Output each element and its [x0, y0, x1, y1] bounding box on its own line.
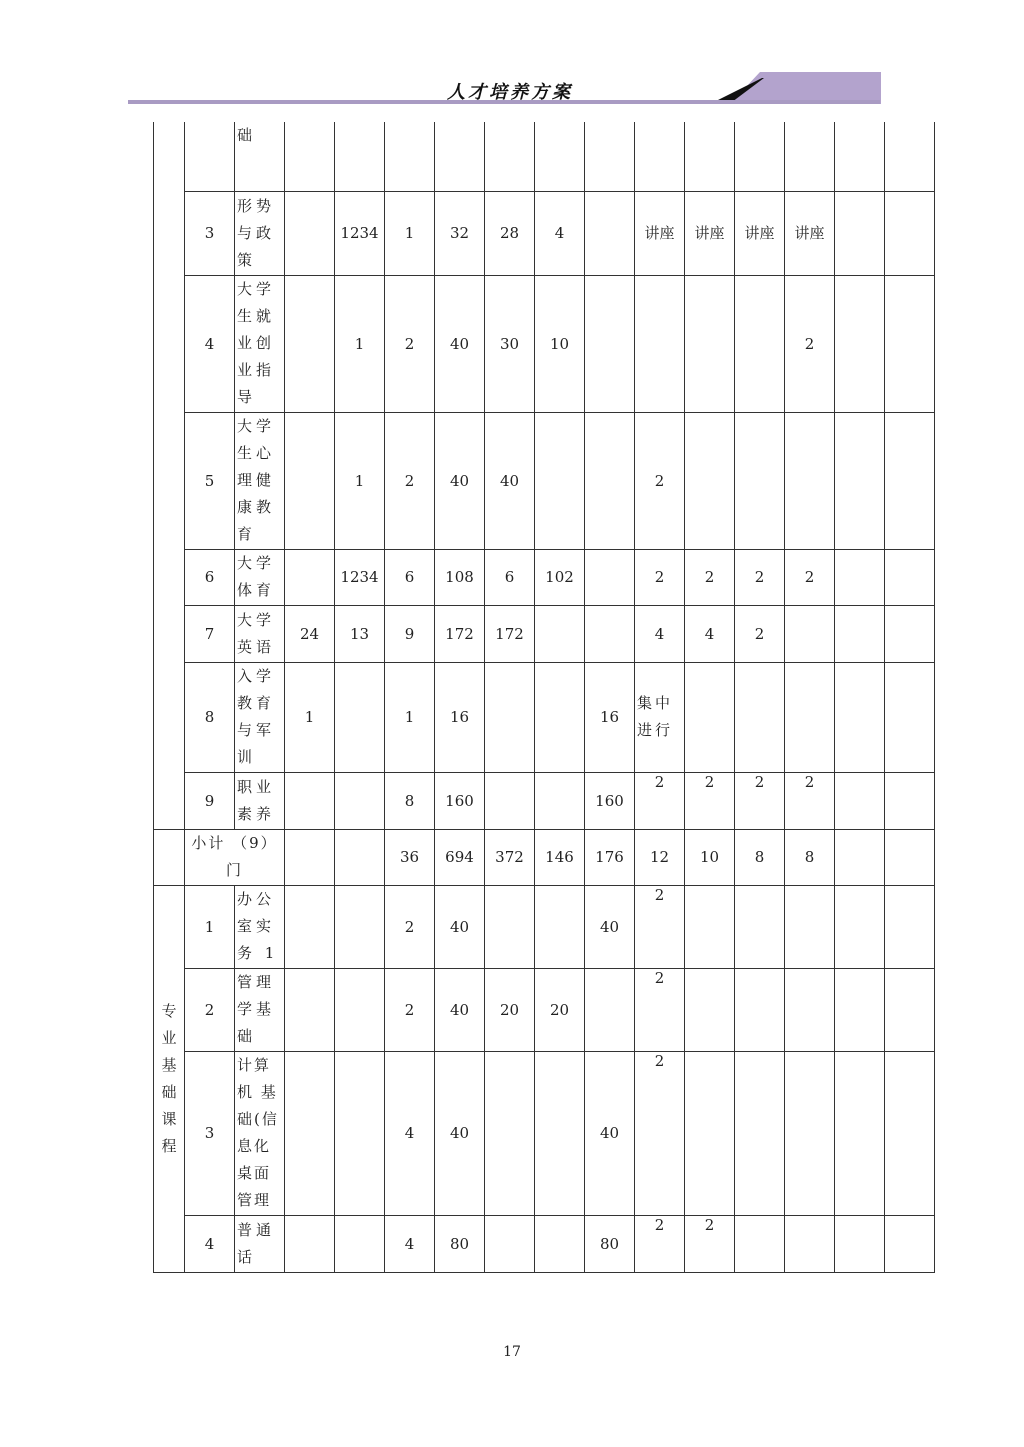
page-number: 17	[503, 1344, 521, 1360]
page-header-title: 人才培养方案	[447, 82, 573, 103]
course-name: 大学生就业创业指导	[235, 275, 285, 412]
table-row: 专业基础课程 1 办公室实务 1 2 40 40 2	[154, 885, 985, 968]
course-no: 3	[185, 1051, 235, 1215]
course-name: 办公室实务 1	[235, 885, 285, 968]
course-name: 职业素养	[235, 772, 285, 829]
table-row: 4 普通话 4 80 80 2 2	[154, 1215, 985, 1272]
category-label: 专业基础课程	[154, 885, 185, 1272]
table-row: 8 入学教育与军训 1 1 16 16 集中进行	[154, 662, 985, 772]
table-row: 4 大学生就业创业指导 1 2 40 30 10 2	[154, 275, 985, 412]
table-row: 9 职业素养 8 160 160 2 2 2 2	[154, 772, 985, 829]
course-no: 5	[185, 412, 235, 549]
course-name: 普通话	[235, 1215, 285, 1272]
course-no: 8	[185, 662, 235, 772]
course-no: 9	[185, 772, 235, 829]
course-name: 大学生心理健康教育	[235, 412, 285, 549]
table-row: 7 大学英语 24 13 9 172 172 4 4 2	[154, 605, 985, 662]
course-name: 入学教育与军训	[235, 662, 285, 772]
table-row	[154, 122, 985, 191]
course-name: 管理学基础	[235, 968, 285, 1051]
course-no: 3	[185, 191, 235, 275]
category-cell-continued	[154, 122, 185, 829]
table-row: 3 形势与政策 1234 1 32 28 4 讲座 讲座 讲座 讲座	[154, 191, 985, 275]
course-no: 1	[185, 885, 235, 968]
subtotal-label: 小计 （9）门	[185, 829, 285, 885]
table-row: 2 管理学基础 2 40 20 20 2	[154, 968, 985, 1051]
course-no: 4	[185, 1215, 235, 1272]
course-name: 大学体育	[235, 549, 285, 605]
course-no: 2	[185, 968, 235, 1051]
course-name: 计算机 基础(信息化桌面管理	[235, 1051, 285, 1215]
course-name: 础	[235, 122, 285, 191]
subtotal-row: 小计 （9）门 36 694 372 146 176 12 10 8 8	[154, 829, 985, 885]
course-no: 7	[185, 605, 235, 662]
course-name: 形势与政策	[235, 191, 285, 275]
curriculum-table	[153, 122, 985, 1273]
table-row: 3 计算机 基础(信息化桌面管理 4 40 40 2	[154, 1051, 985, 1215]
table-row: 6 大学体育 1234 6 108 6 102 2 2 2 2	[154, 549, 985, 605]
course-no: 4	[185, 275, 235, 412]
course-no: 6	[185, 549, 235, 605]
course-name: 大学英语	[235, 605, 285, 662]
table-row: 5 大学生心理健康教育 1 2 40 40 2	[154, 412, 985, 549]
